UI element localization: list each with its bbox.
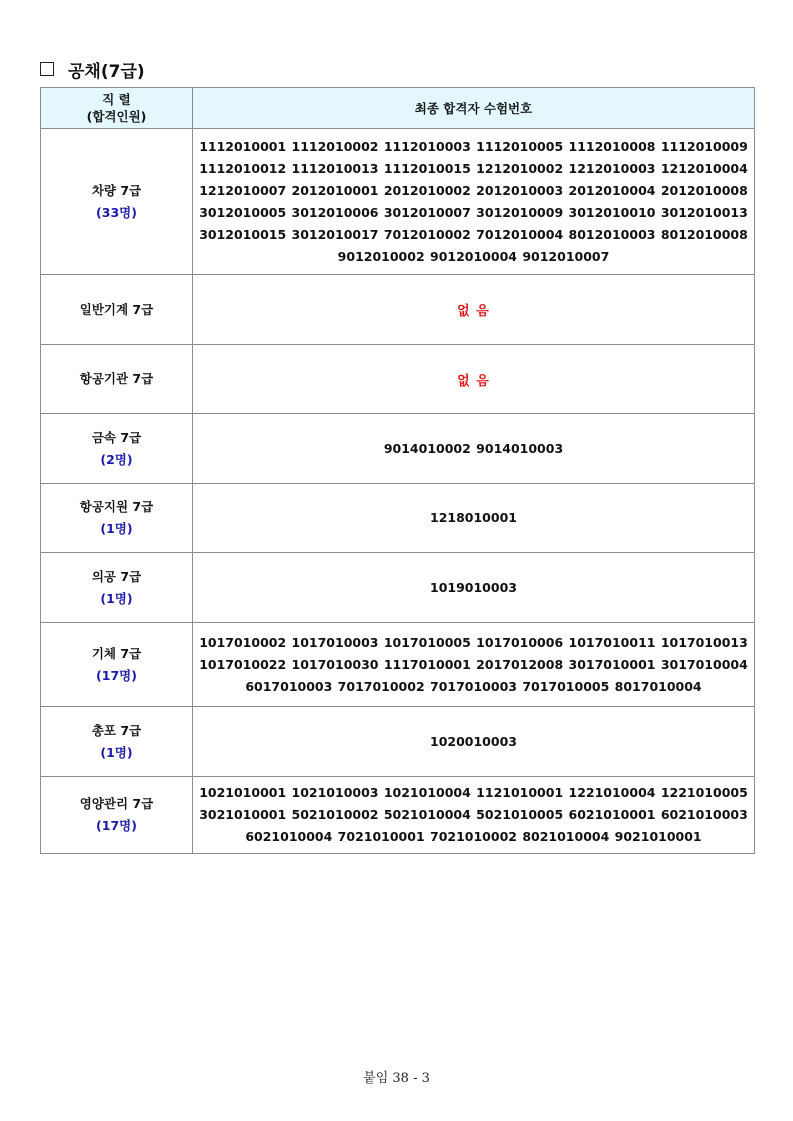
category-count: (1명) bbox=[100, 590, 133, 606]
category-name: 영양관리 7급 bbox=[79, 796, 154, 811]
category-cell bbox=[41, 275, 193, 345]
results-table bbox=[40, 87, 755, 854]
table-row bbox=[41, 623, 755, 707]
header-category-line1: 직 렬 bbox=[102, 92, 131, 107]
section-title bbox=[40, 57, 145, 81]
category-name: 금속 7급 bbox=[91, 429, 142, 445]
page-footer: 붙임 38 - 3 bbox=[363, 1071, 430, 1086]
table-row bbox=[41, 707, 755, 777]
table-row bbox=[41, 414, 755, 484]
category-count: (33명) bbox=[96, 204, 137, 220]
table-row bbox=[41, 345, 755, 414]
category-cell bbox=[41, 484, 193, 553]
category-name: 항공기관 7급 bbox=[79, 371, 154, 386]
category-name: 기체 7급 bbox=[91, 645, 142, 661]
category-cell bbox=[41, 623, 193, 707]
category-count: (1명) bbox=[100, 744, 133, 760]
category-cell bbox=[41, 129, 193, 275]
numbers-cell-none: 없 음 bbox=[193, 275, 755, 345]
numbers-cell: 1112010001 1112010002 1112010003 1112010005 1112010008 1112010009 1112010012 1112010013 1112010015 1212010002 1212010003 1212010004 1212010007 2012010001 2012010002 2012010003 2012010004 2012010008 3012010005 3012010006 3012010007 3012010009 3012010010 3012010013 3012010015 3012010017 7012010002 7012010004 8012010003 8012010008 9012010002 9012010004 9012010007 bbox=[193, 129, 755, 275]
section-title-text: 공채(7급) bbox=[68, 61, 145, 82]
numbers-cell: 1020010003 bbox=[193, 707, 755, 777]
table-row bbox=[41, 129, 755, 275]
category-cell bbox=[41, 553, 193, 623]
table-row bbox=[41, 484, 755, 553]
table-header-row bbox=[41, 88, 755, 129]
category-count: (17명) bbox=[96, 667, 137, 683]
header-category bbox=[41, 88, 193, 129]
header-category-line2: (합격인원) bbox=[86, 109, 147, 124]
category-name: 총포 7급 bbox=[91, 722, 142, 738]
table-row bbox=[41, 553, 755, 623]
category-name: 항공지원 7급 bbox=[79, 499, 154, 514]
numbers-cell: 1021010001 1021010003 1021010004 1121010001 1221010004 1221010005 3021010001 5021010002 5021010004 5021010005 6021010001 6021010003 6021010004 7021010001 7021010002 8021010004 9021010001 bbox=[193, 777, 755, 854]
numbers-cell: 1017010002 1017010003 1017010005 1017010006 1017010011 1017010013 1017010022 1017010030 1117010001 2017012008 3017010001 3017010004 6017010003 7017010002 7017010003 7017010005 8017010004 bbox=[193, 623, 755, 707]
numbers-cell: 1019010003 bbox=[193, 553, 755, 623]
table-row bbox=[41, 275, 755, 345]
category-name: 일반기계 7급 bbox=[79, 301, 154, 317]
category-cell bbox=[41, 345, 193, 414]
category-cell bbox=[41, 707, 193, 777]
header-numbers: 최종 합격자 수험번호 bbox=[193, 88, 755, 129]
numbers-cell: 1218010001 bbox=[193, 484, 755, 553]
category-cell bbox=[41, 777, 193, 854]
numbers-cell-none: 없 음 bbox=[193, 345, 755, 414]
category-cell bbox=[41, 414, 193, 484]
category-count: (1명) bbox=[100, 521, 133, 536]
category-count: (2명) bbox=[100, 451, 133, 467]
category-name: 차량 7급 bbox=[91, 182, 142, 198]
numbers-cell: 9014010002 9014010003 bbox=[193, 414, 755, 484]
checkbox-square-icon bbox=[40, 62, 54, 76]
category-name: 의공 7급 bbox=[91, 568, 142, 584]
table-row bbox=[41, 777, 755, 854]
category-count: (17명) bbox=[96, 818, 137, 833]
